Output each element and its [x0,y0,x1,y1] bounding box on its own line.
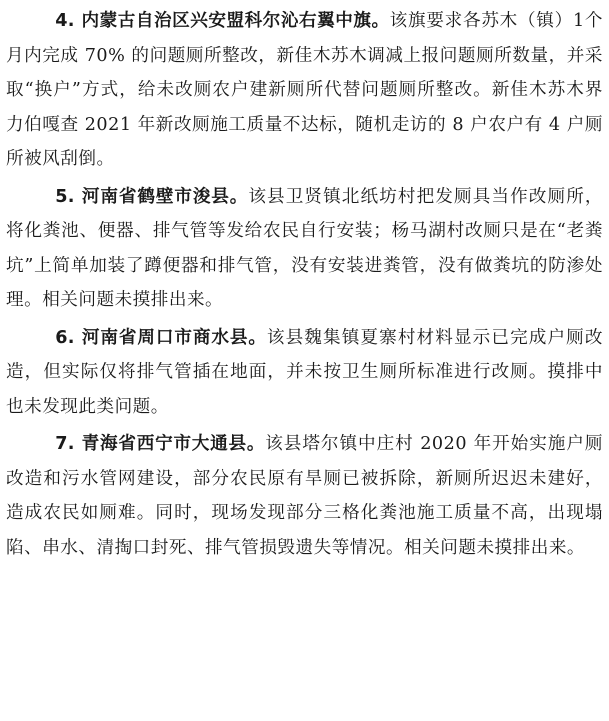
paragraph-heading: 4. 内蒙古自治区兴安盟科尔沁右翼中旗。 [55,11,390,31]
document-page [6,4,603,568]
paragraph-heading: 6. 河南省周口市商水县。 [55,327,267,348]
paragraph-body: 该县魏集镇夏寨村材料显示已完成户厕改造，但实际仅将排气管插在地面，并未按卫生厕所标准进行改厕。摸排中也未发现此类问题。 [6,327,603,417]
paragraph-item-7 [6,427,603,565]
paragraph-body: 该旗要求各苏木（镇）1个月内完成 70% 的问题厕所整改，新佳木苏木调减上报问题厕所数量，并采取“换户”方式，给未改厕农户建新厕所代替问题厕所整改。新佳木苏木界力伯嘎查 2021 年新改厕施工质量不达标，随机走访的 8 户农户有 4 户厕所被风刮倒。 [6,11,603,169]
paragraph-item-4 [6,4,603,177]
paragraph-heading: 7. 青海省西宁市大通县。 [55,434,266,454]
paragraph-body: 该县塔尔镇中庄村 2020 年开始实施户厕改造和污水管网建设，部分农民原有旱厕已被拆除，新厕所迟迟未建好，造成农民如厕难。同时，现场发现部分三格化粪池施工质量不高，出现塌陷、串水、清掏口封死、排气管损毁遗失等情况。相关问题未摸排出来。 [6,434,603,558]
paragraph-item-6 [6,321,603,425]
paragraph-body: 该县卫贤镇北纸坊村把发厕具当作改厕所，将化粪池、便器、排气管等发给农民自行安装；杨马湖村改厕只是在“老粪坑”上简单加装了蹲便器和排气管，没有安装进粪管，没有做粪坑的防渗处理。相关问题未摸排出来。 [6,186,603,310]
paragraph-heading: 5. 河南省鹤壁市浚县。 [55,186,249,207]
paragraph-item-5 [6,180,603,318]
